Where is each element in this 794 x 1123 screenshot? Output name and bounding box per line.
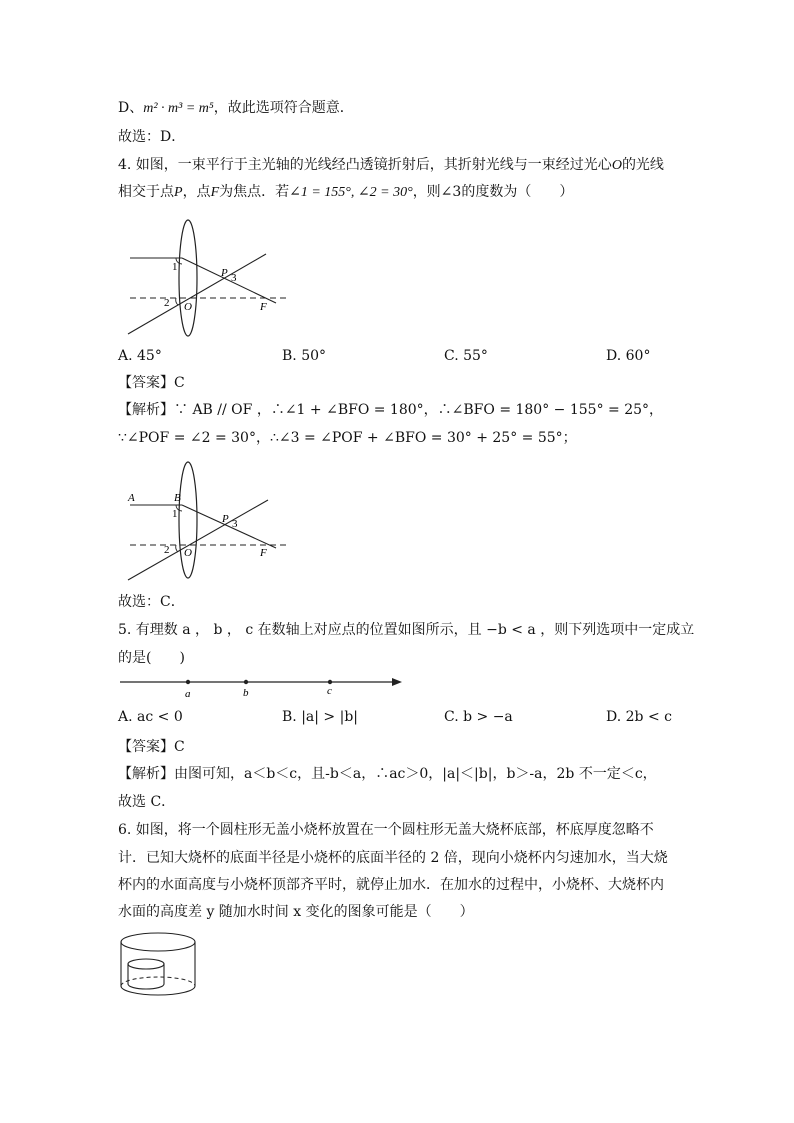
point-a: [186, 680, 190, 684]
q3-conclusion: 故选：D．: [118, 129, 186, 145]
angle-2-arc: [176, 545, 178, 552]
label-P: P: [221, 267, 228, 279]
q4-conclusion: 故选：C．: [118, 594, 185, 610]
label-B: B: [174, 492, 181, 504]
label-3: 3: [231, 272, 237, 284]
q6-stem-line1: 6. 如图，将一个圆柱形无盖小烧杯放置在一个圆柱形无盖大烧杯底部，杯底厚度忽略不: [118, 822, 654, 838]
label-A: A: [128, 492, 135, 504]
q5-option-b[interactable]: B. |a| > |b|: [282, 709, 358, 725]
q5-conclusion: 故选 C．: [118, 794, 176, 810]
q4-answer: 【答案】C: [118, 375, 185, 391]
large-beaker-bottom-back: [121, 977, 195, 986]
q5-number-line: [120, 674, 410, 704]
lens-ellipse: [179, 462, 197, 578]
label-1: 1: [172, 508, 178, 520]
q5-option-a[interactable]: A. ac < 0: [118, 709, 183, 725]
label-3: 3: [232, 518, 238, 530]
q4-option-b[interactable]: B. 50°: [282, 348, 327, 364]
angle-2-arc: [176, 298, 178, 305]
q4-option-a[interactable]: A. 45°: [118, 348, 162, 364]
q4-analysis-line2: ∵∠POF = ∠2 = 30°，∴∠3 = ∠POF + ∠BFO = 30° + 25° = 55°；: [118, 430, 577, 446]
point-b: [244, 680, 248, 684]
q5-option-c[interactable]: C. b > −a: [444, 709, 513, 725]
q6-stem-line4: 水面的高度差 y 随加水时间 x 变化的图象可能是（ ）: [118, 904, 474, 920]
q3-option-d: D、m² · m³ = m⁵，故此选项符合题意．: [118, 100, 354, 116]
q4-option-c[interactable]: C. 55°: [444, 348, 488, 364]
q4-lens-figure: [126, 218, 296, 343]
label-c: c: [327, 685, 332, 697]
axis-arrow: [392, 678, 402, 686]
label-2: 2: [164, 297, 170, 309]
q5-analysis: 【解析】由图可知，a＜b＜c，且-b＜a，∴ac＞0，|a|＜|b|，b＞-a，2b 不一定＜c，: [118, 766, 657, 782]
q6-stem-line2: 计．已知大烧杯的底面半径是小烧杯的底面半径的 2 倍，现向小烧杯内匀速加水，当大烧: [118, 850, 668, 866]
label-1: 1: [172, 261, 178, 273]
label-O: O: [184, 547, 192, 559]
point-c: [328, 680, 332, 684]
q6-stem-line3: 杯内的水面高度与小烧杯顶部齐平时，就停止加水．在加水的过程中，小烧杯、大烧杯内: [118, 877, 664, 893]
small-beaker-top: [128, 959, 164, 969]
label-b: b: [243, 687, 249, 699]
label-F: F: [260, 301, 267, 313]
large-beaker-top: [121, 933, 195, 951]
label-2: 2: [164, 544, 170, 556]
label-F: F: [260, 547, 267, 559]
q4-stem-line1: 4. 如图，一束平行于主光轴的光线经凸透镜折射后，其折射光线与一束经过光心O的光线: [118, 157, 664, 173]
label-a: a: [185, 688, 191, 700]
lens-ellipse: [179, 220, 197, 336]
q4-analysis-line1: 【解析】∵ AB // OF ，∴∠1 + ∠BFO = 180°，∴∠BFO = 180° − 155° = 25°，: [118, 402, 664, 418]
q4-stem-line2: 相交于点P，点F为焦点．若∠1 = 155°, ∠2 = 30°，则∠3的度数为（ ）: [118, 184, 574, 200]
small-beaker-bottom: [128, 984, 164, 989]
q6-beaker-figure: [118, 930, 202, 1002]
q5-answer: 【答案】C: [118, 739, 185, 755]
q4-option-d[interactable]: D. 60°: [606, 348, 651, 364]
q5-stem-line1: 5. 有理数 a ， b ， c 在数轴上对应点的位置如图所示，且 −b < a ，则下列选项中一定成立: [118, 622, 695, 638]
q4-lens-figure-annotated: [126, 460, 296, 585]
q5-option-d[interactable]: D. 2b < c: [606, 709, 672, 725]
label-O: O: [184, 301, 192, 313]
label-P: P: [222, 513, 229, 525]
q5-stem-line2: 的是( ): [118, 650, 185, 666]
